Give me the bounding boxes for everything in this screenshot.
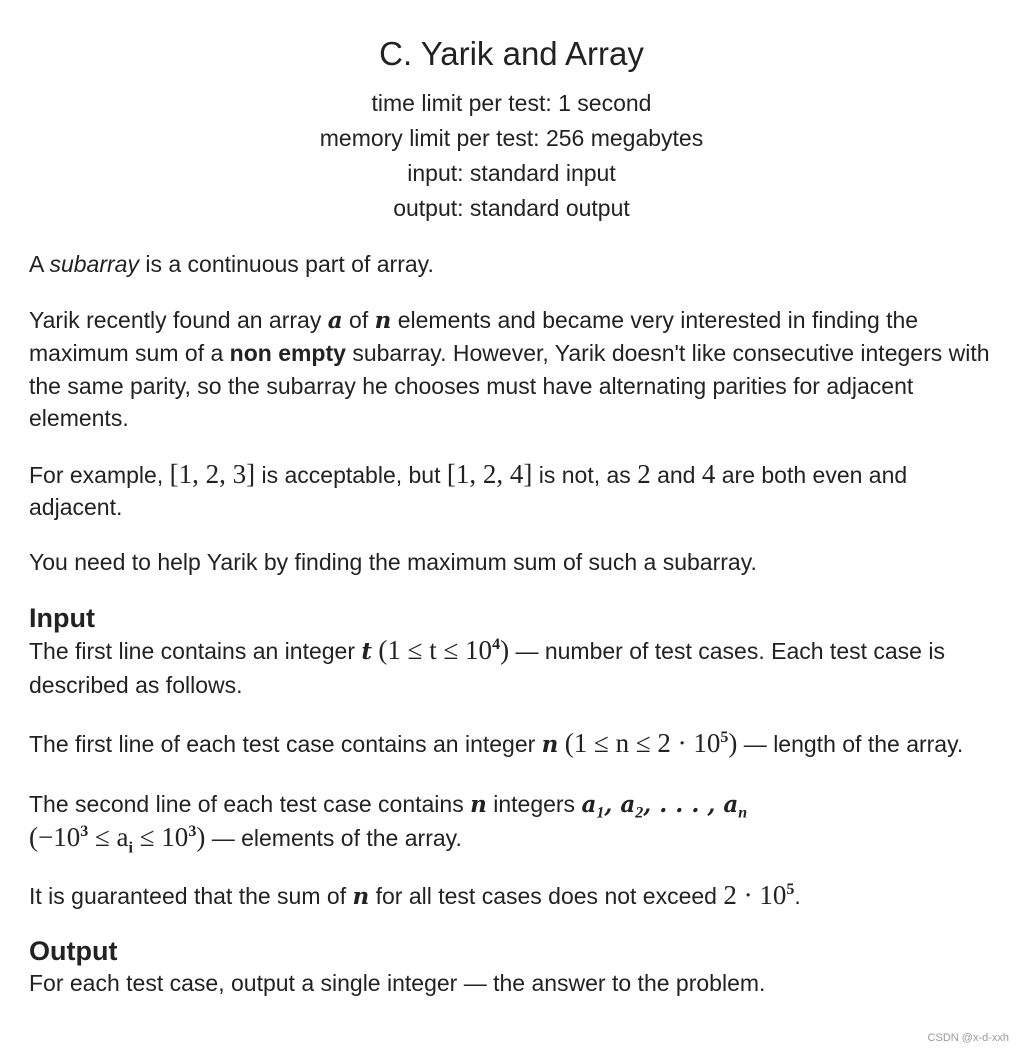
time-limit: time limit per test: 1 second bbox=[371, 90, 652, 116]
problem-title: C. Yarik and Array bbox=[379, 35, 644, 72]
output-heading: Output bbox=[29, 936, 118, 966]
math-var-n: n bbox=[374, 306, 392, 334]
example-paragraph: For example, [1, 2, 3] is acceptable, but [1, 2, 4] is not, as 2 and 4 are both even and adjacent. bbox=[29, 458, 908, 520]
math-var-t: t bbox=[361, 638, 373, 665]
math-four: 4 bbox=[701, 458, 716, 489]
math-example-acceptable: [1, 2, 3] bbox=[169, 458, 256, 489]
math-var-a: a bbox=[327, 306, 343, 334]
math-var-n: n bbox=[541, 731, 559, 758]
output-spec: output: standard output bbox=[393, 195, 630, 221]
math-sequence: $a_1$, $a_2$, . . . , $a_n$ bbox=[581, 790, 748, 822]
input-line-2: The first line of each test case contains an integer n $(1 \le n \le 2 \cdot 10^5)$ — length of the array. bbox=[29, 728, 964, 758]
input-line-4: It is guaranteed that the sum of n for all test cases does not exceed $2 \cdot 10^5$. bbox=[29, 879, 801, 910]
problem-description: Yarik recently found an array a of n elements and became very interested in finding the maximum sum of a non empty subarray. However, Yarik doesn't like consecutive integers with the same parity, so the subarray he chooses must have alternating parities for adjacent elements. bbox=[29, 306, 990, 431]
input-spec: input: standard input bbox=[407, 160, 616, 186]
output-description: For each test case, output a single integer — the answer to the problem. bbox=[29, 970, 766, 996]
math-two: 2 bbox=[637, 458, 651, 489]
input-line-3: The second line of each test case contains n integers $a_1$, $a_2$, . . . , $a_n$ $(-10^3 \le a_i \le 10^3)$ — elements of the array. bbox=[29, 790, 748, 857]
csdn-watermark: CSDN @x-d-xxh bbox=[927, 1032, 1009, 1044]
math-t-constraint: $(1 \le t \le 10^4)$ bbox=[378, 635, 510, 665]
math-var-n: n bbox=[470, 790, 487, 818]
math-n-constraint: $(1 \le n \le 2 \cdot 10^5)$ bbox=[564, 728, 738, 758]
subarray-term: subarray bbox=[49, 251, 139, 277]
math-sum-limit: $2 \cdot 10^5$ bbox=[723, 879, 795, 910]
task-paragraph: You need to help Yarik by finding the maximum sum of such a subarray. bbox=[29, 548, 757, 575]
memory-limit: memory limit per test: 256 megabytes bbox=[319, 125, 704, 151]
problem-header bbox=[0, 0, 1023, 226]
math-var-n: n bbox=[352, 882, 370, 910]
math-a-constraint: $(-10^3 \le a_i \le 10^3)$ bbox=[29, 822, 206, 857]
non-empty-emphasis: non empty bbox=[229, 340, 346, 366]
input-heading: Input bbox=[29, 603, 95, 633]
math-example-rejected: [1, 2, 4] bbox=[446, 458, 533, 489]
problem-limits bbox=[0, 86, 1023, 226]
subarray-definition: A subarray is a continuous part of array. bbox=[29, 251, 434, 277]
input-line-1: The first line contains an integer t $(1 \le t \le 10^4)$ — number of test cases. Each test case is described as follows. bbox=[29, 635, 945, 698]
problem-statement bbox=[29, 248, 994, 1000]
